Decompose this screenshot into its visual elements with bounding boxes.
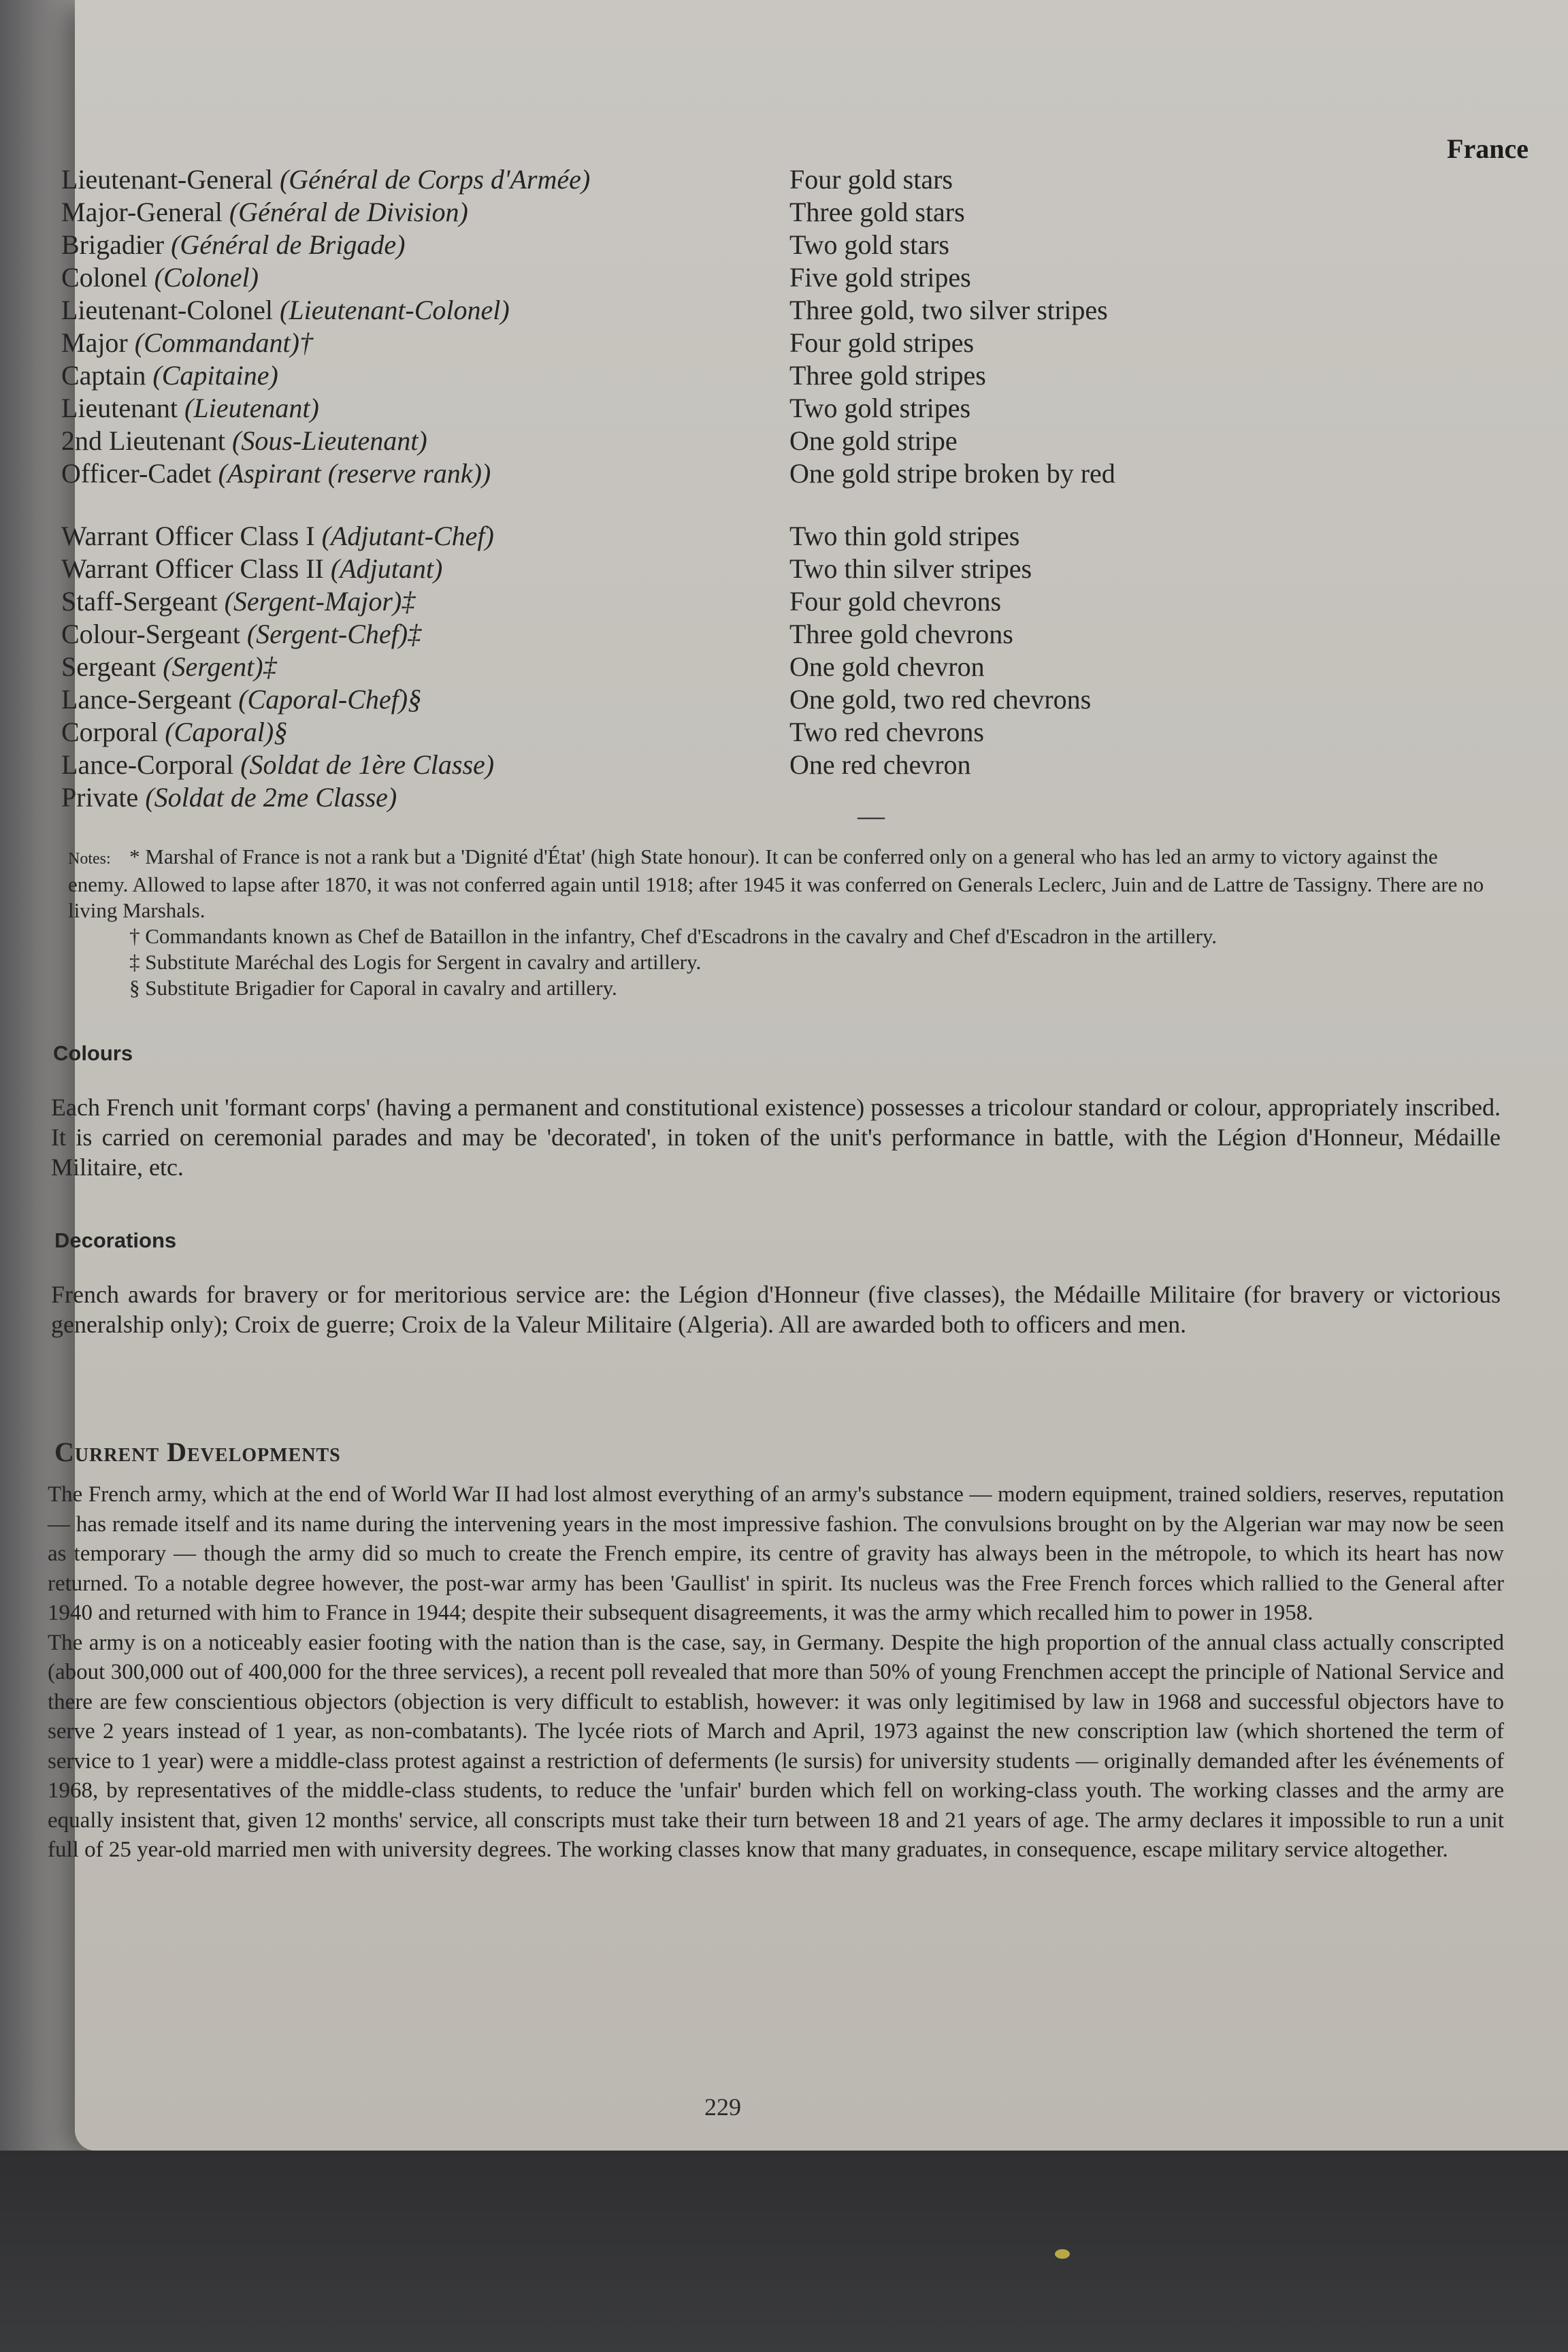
rank-name <box>61 457 789 490</box>
rank-french: (Sous-Lieutenant) <box>232 425 427 456</box>
other-ranks <box>61 520 1504 814</box>
rank-name <box>61 392 789 425</box>
decorations-heading: Decorations <box>54 1228 177 1252</box>
rank-name <box>61 196 789 229</box>
rank-name <box>61 585 789 618</box>
book-page <box>48 0 1568 2151</box>
rank-insignia: One gold chevron <box>789 651 985 682</box>
rank-name <box>61 229 789 261</box>
rank-french: (Sergent-Chef)‡ <box>246 619 422 649</box>
rank-name <box>61 618 789 651</box>
rank-french: (Aspirant (reserve rank)) <box>218 458 491 489</box>
rank-french: (Soldat de 1ère Classe) <box>240 749 495 780</box>
rank-row <box>61 651 1504 683</box>
rank-english: Lance-Corporal <box>61 749 234 780</box>
rank-french: (Général de Brigade) <box>171 229 406 260</box>
rank-french: (Général de Division) <box>229 197 468 227</box>
current-developments-heading: Current Developments <box>54 1437 341 1467</box>
rank-english: 2nd Lieutenant <box>61 425 226 456</box>
rank-french: (Général de Corps d'Armée) <box>279 164 591 195</box>
current-developments-body <box>48 1480 1504 1865</box>
rank-english: Warrant Officer Class II <box>61 553 324 584</box>
rank-english: Major-General <box>61 197 223 227</box>
rank-french: (Caporal-Chef)§ <box>238 684 422 715</box>
rank-english: Major <box>61 327 128 358</box>
rank-row <box>61 163 1504 196</box>
rank-name <box>61 163 789 196</box>
rank-french: (Sergent)‡ <box>163 651 277 682</box>
rank-english: Officer-Cadet <box>61 458 212 489</box>
rank-name <box>61 359 789 392</box>
rank-insignia: Three gold chevrons <box>789 619 1013 649</box>
rank-insignia: Five gold stripes <box>789 262 971 293</box>
rank-name <box>61 327 789 359</box>
desk-surface <box>0 2151 1568 2352</box>
rank-insignia: One gold stripe <box>789 425 958 456</box>
rank-name <box>61 520 789 553</box>
paper-fleck <box>1055 2249 1070 2259</box>
decorations-paragraph: French awards for bravery or for meritorious service are: the Légion d'Honneur (five classes), the Médaille Militaire (for bravery or victorious generalship only); Croix de guerre; Croix de la Valeur Militaire (Algeria). All are awarded both to officers and men. <box>51 1281 1501 1338</box>
rank-row <box>61 457 1504 490</box>
rank-english: Corporal <box>61 717 159 747</box>
rank-english: Lieutenant-General <box>61 164 273 195</box>
rank-english: Sergeant <box>61 651 157 682</box>
rank-row <box>61 196 1504 229</box>
rank-french: (Capitaine) <box>152 360 278 391</box>
rank-table <box>61 163 1504 814</box>
rank-french: (Lieutenant-Colonel) <box>280 295 510 325</box>
rank-row <box>61 327 1504 359</box>
rank-row <box>61 229 1504 261</box>
rank-row <box>61 618 1504 651</box>
rank-insignia: Two gold stripes <box>789 393 971 423</box>
rank-name <box>61 553 789 585</box>
rank-english: Lieutenant <box>61 393 178 423</box>
rank-row <box>61 425 1504 457</box>
rank-insignia: Four gold stripes <box>789 327 975 358</box>
rank-insignia: Two gold stars <box>789 229 949 260</box>
rank-name <box>61 651 789 683</box>
current-developments-para-1: The French army, which at the end of World War II had lost almost everything of an army's substance — modern equipment, trained soldiers, reserves, reputation — has remade itself and its name during the intervening years in the most impressive fashion. The convulsions brought on by the Algerian war may now be seen as temporary — though the army did so much to create the French empire, its centre of gravity has always been in the métropole, to which its heart has now returned. To a notable degree however, the post-war army has been 'Gaullist' in spirit. Its nucleus was the Free French forces which rallied to the General after 1940 and returned with him to France in 1944; despite their subsequent disagreements, it was the army which recalled him to power in 1958. <box>48 1482 1504 1625</box>
rank-english: Lance-Sergeant <box>61 684 232 715</box>
notes-label: Notes: <box>68 850 111 868</box>
rank-french: (Adjutant) <box>330 553 443 584</box>
rank-french: (Adjutant-Chef) <box>321 521 494 551</box>
rank-row <box>61 359 1504 392</box>
rank-insignia: Four gold stars <box>789 164 953 195</box>
rank-row <box>61 392 1504 425</box>
rank-french: (Sergent-Major)‡ <box>224 586 416 617</box>
rank-row <box>61 749 1504 781</box>
rank-row <box>61 781 1504 814</box>
rank-english: Brigadier <box>61 229 165 260</box>
rank-insignia: One gold stripe broken by red <box>789 458 1115 489</box>
rank-insignia: Four gold chevrons <box>789 586 1002 617</box>
rank-french: (Soldat de 2me Classe) <box>145 782 397 813</box>
rank-name <box>61 425 789 457</box>
rank-french: (Caporal)§ <box>165 717 288 747</box>
colours-paragraph: Each French unit 'formant corps' (having a permanent and constitutional existence) possesses a tricolour standard or colour, appropriately inscribed. It is carried on ceremonial parades and may be 'decorated', in token of the unit's performance in battle, with the Légion d'Honneur, Médaille Militaire, etc. <box>51 1094 1501 1181</box>
rank-row <box>61 716 1504 749</box>
rank-french: (Commandant)† <box>134 327 313 358</box>
rank-name <box>61 683 789 716</box>
rank-row <box>61 261 1504 294</box>
page-number: 229 <box>704 2093 741 2121</box>
rank-row <box>61 294 1504 327</box>
rank-name <box>61 261 789 294</box>
rank-english: Private <box>61 782 139 813</box>
rank-english: Lieutenant-Colonel <box>61 295 274 325</box>
note-section: § Substitute Brigadier for Caporal in cavalry and artillery. <box>129 976 617 1000</box>
note-dagger: † Commandants known as Chef de Bataillon in the infantry, Chef d'Escadrons in the cavalry and Chef d'Escadron in the artillery. <box>129 924 1218 948</box>
rank-insignia: Three gold, two silver stripes <box>789 295 1108 325</box>
notes-block <box>68 844 1497 1001</box>
private-insignia-dash: — <box>858 800 885 831</box>
rank-row <box>61 520 1504 553</box>
officer-ranks <box>61 163 1504 490</box>
rank-insignia: Two thin gold stripes <box>789 521 1020 551</box>
rank-name <box>61 781 789 814</box>
colours-heading: Colours <box>53 1041 133 1065</box>
rank-english: Captain <box>61 360 146 391</box>
rank-french: (Colonel) <box>154 262 259 293</box>
rank-english: Staff-Sergeant <box>61 586 218 617</box>
running-head: France <box>1447 133 1529 164</box>
rank-row <box>61 553 1504 585</box>
rank-insignia: One red chevron <box>789 749 971 780</box>
note-marshal: Notes: * Marshal of France is not a rank but a 'Dignité d'État' (high State honour). It can be conferred only on a general who has led an army to victory against the enemy. Allowed to lapse after 1870, it was not conferred again until 1918; after 1945 it was conferred on Generals Leclerc, Juin and de Lattre de Tassigny. There are no living Marshals. <box>68 845 1484 922</box>
rank-row <box>61 683 1504 716</box>
rank-insignia: One gold, two red chevrons <box>789 684 1092 715</box>
rank-english: Colour-Sergeant <box>61 619 240 649</box>
rank-name <box>61 749 789 781</box>
rank-french: (Lieutenant) <box>184 393 319 423</box>
rank-row <box>61 585 1504 618</box>
note-double-dagger: ‡ Substitute Maréchal des Logis for Sergent in cavalry and artillery. <box>129 950 702 974</box>
rank-insignia: Three gold stars <box>789 197 965 227</box>
rank-insignia: Three gold stripes <box>789 360 986 391</box>
rank-english: Colonel <box>61 262 148 293</box>
rank-english: Warrant Officer Class I <box>61 521 315 551</box>
rank-insignia: Two thin silver stripes <box>789 553 1032 584</box>
rank-name <box>61 716 789 749</box>
rank-name <box>61 294 789 327</box>
current-developments-para-2: The army is on a noticeably easier footing with the nation than is the case, say, in Germany. Despite the high proportion of the annual class actually conscripted (about 300,000 out of 400,000 for the three services), a recent poll revealed that more than 50% of young Frenchmen accept the principle of National Service and there are few conscientious objectors (objection is very difficult to establish, however: it was only legitimised by law in 1968 and successful objectors have to serve 2 years instead of 1 year, as non-combatants). The lycée riots of March and April, 1973 against the new conscription law (which shortened the term of service to 1 year) were a middle-class protest against a restriction of deferments (le sursis) for university students — originally demanded after les événements of 1968, by representatives of the middle-class students, to reduce the 'unfair' burden which fell on working-class youth. The working classes and the army are equally insistent that, given 12 months' service, all conscripts must take their turn between 18 and 21 years of age. The army declares it impossible to run a unit full of 25 year-old married men with university degrees. The working classes know that many graduates, in consequence, escape military service altogether. <box>48 1630 1504 1862</box>
rank-insignia: Two red chevrons <box>789 717 984 747</box>
